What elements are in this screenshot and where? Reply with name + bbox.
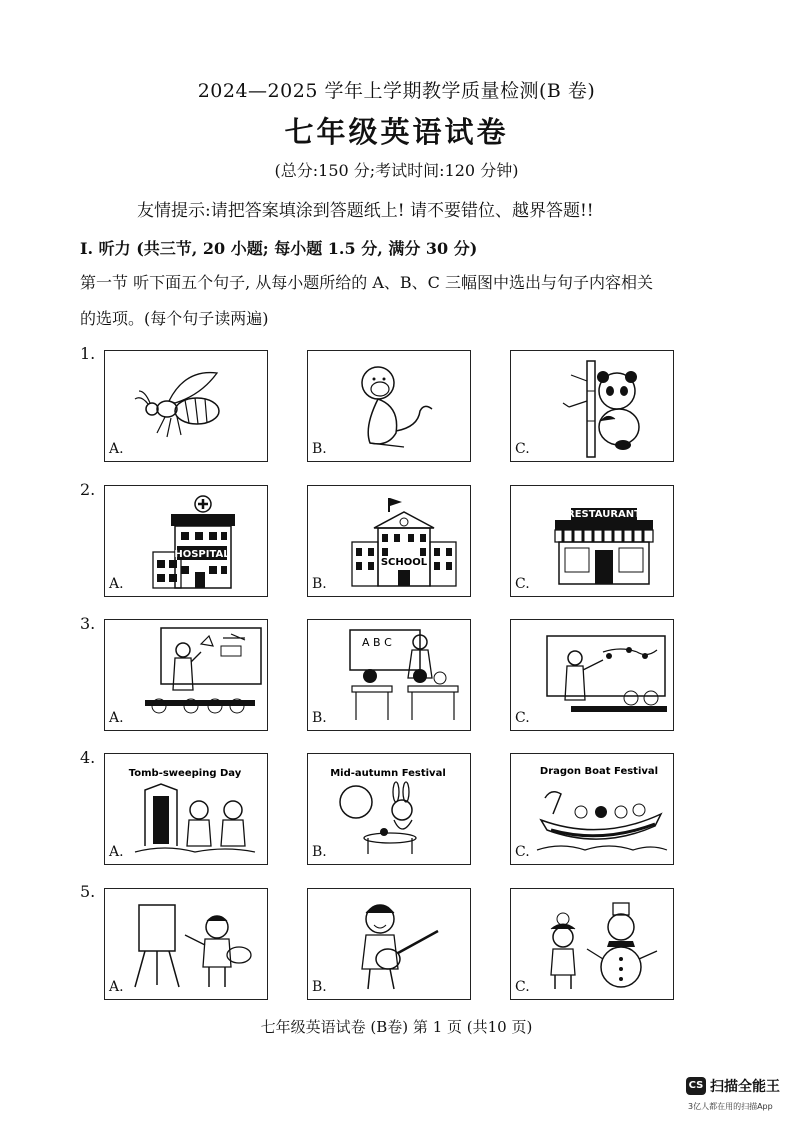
- q1-option-b[interactable]: [307, 350, 471, 462]
- hospital-icon: [105, 486, 269, 598]
- option-label: B.: [312, 979, 327, 995]
- watermark-slogan: 3亿人都在用的扫描App: [688, 1102, 773, 1111]
- school-icon: [308, 486, 472, 598]
- exam-score-time: (总分:150 分;考试时间:120 分钟): [274, 161, 519, 180]
- option-label: A.: [109, 844, 124, 860]
- option-label: C.: [515, 441, 530, 457]
- english-class-icon: [308, 620, 472, 732]
- question-number-1: 1.: [80, 344, 96, 363]
- option-label: C.: [515, 710, 530, 726]
- option-label: A.: [109, 710, 124, 726]
- option-label: B.: [312, 710, 327, 726]
- q2-option-c[interactable]: [510, 485, 674, 597]
- option-label: B.: [312, 441, 327, 457]
- exam-title: 七年级英语试卷: [284, 115, 509, 149]
- q1-option-a[interactable]: [104, 350, 268, 462]
- page-footer: 七年级英语试卷 (B卷) 第 1 页 (共10 页): [260, 1018, 533, 1036]
- restaurant-icon: [511, 486, 675, 598]
- school-sign: SCHOOL: [380, 557, 428, 568]
- mid-autumn-icon: [308, 754, 472, 866]
- section-heading: Ⅰ. 听力 (共三节, 20 小题; 每小题 1.5 分, 满分 30 分): [80, 239, 478, 258]
- question-number-3: 3.: [80, 614, 96, 633]
- instruction-line-2: 的选项。(每个句子读两遍): [80, 309, 269, 328]
- tomb-sweeping-icon: [105, 754, 269, 866]
- q5-option-b[interactable]: [307, 888, 471, 1000]
- q3-option-b[interactable]: [307, 619, 471, 731]
- instruction-line-1: 第一节 听下面五个句子, 从每小题所给的 A、B、C 三幅图中选出与句子内容相关: [80, 273, 653, 292]
- music-class-icon: [511, 620, 675, 732]
- option-label: C.: [515, 576, 530, 592]
- festival-title: Dragon Boat Festival: [539, 766, 659, 777]
- festival-title: Tomb-sweeping Day: [128, 768, 242, 779]
- board-letters: A B C: [362, 636, 392, 649]
- option-label: C.: [515, 844, 530, 860]
- option-label: B.: [312, 844, 327, 860]
- q2-option-b[interactable]: [307, 485, 471, 597]
- q4-option-a[interactable]: [104, 753, 268, 865]
- watermark-name: 扫描全能王: [710, 1079, 780, 1095]
- monkey-icon: [308, 351, 472, 463]
- question-number-2: 2.: [80, 480, 96, 499]
- panda-icon: [511, 351, 675, 463]
- math-class-icon: [105, 620, 269, 732]
- camscanner-icon: CS: [686, 1077, 706, 1095]
- q1-option-c[interactable]: [510, 350, 674, 462]
- q2-option-a[interactable]: [104, 485, 268, 597]
- restaurant-sign: RESTAURANT: [567, 509, 641, 520]
- q5-option-a[interactable]: [104, 888, 268, 1000]
- exam-header: 2024—2025 学年上学期教学质量检测(B 卷): [197, 80, 596, 102]
- option-label: A.: [109, 441, 124, 457]
- q3-option-a[interactable]: [104, 619, 268, 731]
- painting-icon: [105, 889, 269, 1001]
- option-label: A.: [109, 979, 124, 995]
- festival-title: Mid-autumn Festival: [330, 768, 446, 779]
- q5-option-c[interactable]: [510, 888, 674, 1000]
- scanner-watermark: [686, 1075, 782, 1115]
- question-number-4: 4.: [80, 748, 96, 767]
- hospital-sign: HOSPITAL: [174, 549, 230, 560]
- snowman-icon: [511, 889, 675, 1001]
- option-label: C.: [515, 979, 530, 995]
- q3-option-c[interactable]: [510, 619, 674, 731]
- q4-option-c[interactable]: [510, 753, 674, 865]
- q4-option-b[interactable]: [307, 753, 471, 865]
- question-number-5: 5.: [80, 882, 96, 901]
- option-label: A.: [109, 576, 124, 592]
- friendly-tip: 友情提示:请把答案填涂到答题纸上! 请不要错位、越界答题!!: [137, 201, 594, 221]
- guitar-icon: [308, 889, 472, 1001]
- dragon-boat-icon: [511, 754, 675, 866]
- option-label: B.: [312, 576, 327, 592]
- bee-icon: [105, 351, 269, 463]
